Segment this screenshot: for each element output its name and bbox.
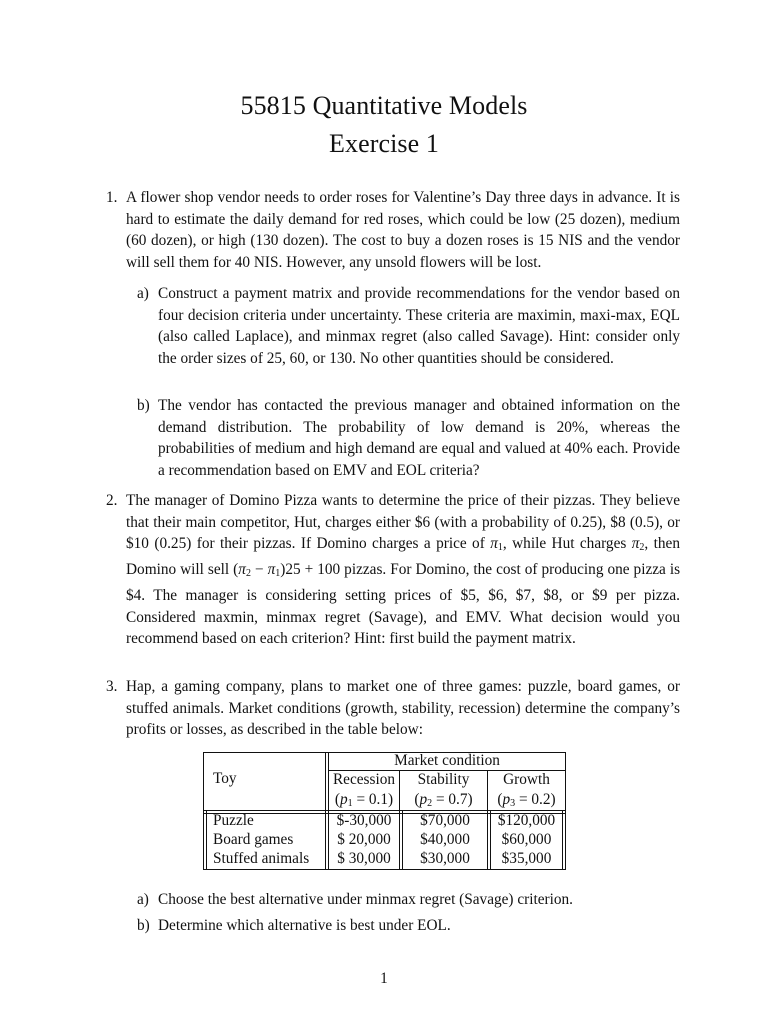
question-3-text: Hap, a gaming company, plans to market one of three games: puzzle, board games, or stuffed animals. Market conditions (growth, stability, recession) determine the company’s profits or losses, as described in the table below: [126, 678, 680, 739]
question-2-text-part-b: , while Hut charges [502, 535, 632, 553]
minus-sign: − [250, 561, 268, 579]
row-label-board-games: Board games [213, 831, 294, 848]
column-header-stability: Stability [417, 771, 470, 788]
row-label-stuffed-animals: Stuffed animals [213, 850, 310, 867]
question-2-number: 2. [106, 492, 118, 509]
pi-symbol: π [490, 535, 498, 553]
table-cell: $40,000 [420, 831, 470, 848]
question-3-number: 3. [106, 678, 118, 695]
column-header-growth: Growth [503, 771, 550, 788]
question-1-number: 1. [106, 189, 118, 206]
column-header-recession: Recession [332, 771, 396, 788]
probability-growth: $(p_3 = 0.2)$ [497, 791, 556, 809]
subscript: 2 [639, 542, 645, 554]
pi-symbol: π [238, 561, 246, 579]
document-title: 55815 Quantitative Models [240, 91, 528, 120]
probability-recession: $(p_1 = 0.1)$ [334, 791, 394, 809]
question-3a-text: Choose the best alternative under minmax regret (Savage) criterion. [158, 891, 573, 908]
table-group-header: Market condition [394, 752, 500, 769]
question-3b-text: Determine which alternative is best under EOL. [158, 917, 451, 934]
pi-symbol: π [631, 535, 640, 553]
page-number: 1 [380, 970, 388, 987]
row-label-puzzle: Puzzle [213, 812, 254, 829]
question-3a-label: a) [137, 891, 149, 908]
table-cell: $ 30,000 [337, 850, 391, 867]
table-cell: $-30,000 [336, 812, 392, 829]
question-3b-label: b) [137, 917, 150, 934]
question-1b-label: b) [137, 397, 150, 414]
table-cell: $ 20,000 [337, 831, 391, 848]
table-corner-label: Toy [213, 770, 237, 787]
payoff-table [203, 752, 566, 870]
table-cell: $35,000 [501, 850, 552, 867]
question-2-text [126, 490, 680, 650]
question-2-text-part-a: The manager of Domino Pizza wants to determine the price of their pizzas. They believe that their main competitor, Hut, charges either $6 (with a probability of 0.25), $8 (0.5), or $10 (0.25) for their pizzas. If Domino charges a price of [126, 492, 680, 553]
table-cell: $60,000 [501, 831, 552, 848]
question-1a-text: Construct a payment matrix and provide recommendations for the vendor based on four decision criteria under uncertainty. These criteria are maximin, maxi-max, EQL (also called Laplace), and minmax regret (also called Savage). Hint: consider only the order sizes of 25, 60, or 130. No other quantities should be considered. [158, 285, 680, 368]
question-1-text: A flower shop vendor needs to order roses for Valentine’s Day three days in advance. It is hard to estimate the daily demand for red roses, which could be low (25 dozen), medium (60 dozen), or high (130 dozen). The cost to buy a dozen roses is 15 NIS and the vendor will sell them for 40 NIS. However, any unsold flowers will be lost. [126, 189, 680, 272]
table-cell: $120,000 [497, 812, 556, 829]
subscript: 2 [245, 568, 251, 580]
question-1b-text: The vendor has contacted the previous manager and obtained information on the demand distribution. The probability of low demand is 20%, whereas the probabilities of medium and high demand are equal and valued at 40% each. Provide a recommendation based on EMV and EOL criteria? [158, 397, 680, 480]
question-2-text-part-d: )25 + 100 pizzas. For Domino, the cost of producing one pizza is $4. The manager is considering setting prices of $5, $6, $7, $8, or $9 per pizza. Considered maxmin, minmax regret (Savage), and EMV. What decision would you recommend based on each criterion? Hint: first build the payment matrix. [126, 561, 681, 648]
table-cell: $70,000 [420, 812, 470, 829]
question-1a-label: a) [137, 285, 149, 302]
pi-symbol: π [267, 561, 276, 579]
probability-stability: $(p_2 = 0.7)$ [414, 791, 473, 809]
subscript: 1 [497, 542, 503, 554]
question-2-text-part-c: , then Domino will sell ( [126, 535, 680, 579]
subscript: 1 [275, 568, 281, 580]
document-subtitle: Exercise 1 [328, 129, 439, 158]
table-cell: $30,000 [420, 850, 470, 867]
